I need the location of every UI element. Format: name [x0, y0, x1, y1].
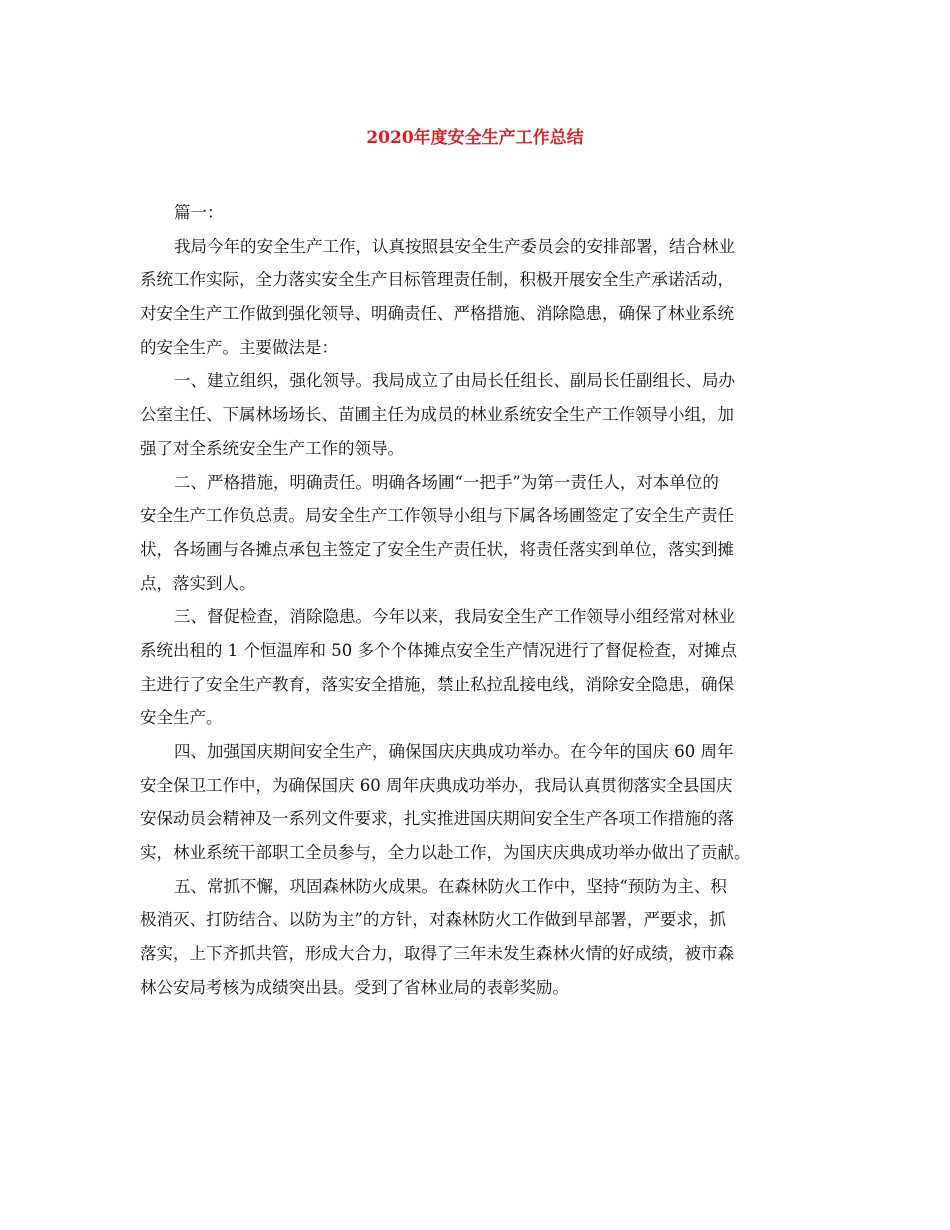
text-line: 三、督促检查，消除隐患。今年以来，我局安全生产工作领导小组经常对林业 — [174, 607, 735, 627]
text-line: 实，林业系统干部职工全员参与，全力以赴工作，为国庆庆典成功举办做出了贡献。 — [140, 843, 751, 863]
document-title: 2020年度安全生产工作总结 — [366, 128, 584, 148]
text-line: 对安全生产工作做到强化领导、明确责任、严格措施、消除隐患，确保了林业系统 — [140, 304, 734, 324]
text-line: 点，落实到人。 — [140, 573, 256, 593]
text-line: 我局今年的安全生产工作，认真按照县安全生产委员会的安排部署，结合林业 — [174, 236, 735, 256]
text-line: 系统出租的 1 个恒温库和 50 多个个体摊点安全生产情况进行了督促检查，对摊点 — [140, 640, 737, 660]
text-line: 一、建立组织，强化领导。我局成立了由局长任组长、副局长任副组长、局办 — [174, 371, 735, 391]
text-line: 极消灭、打防结合、以防为主”的方针，对森林防火工作做到早部署，严要求，抓 — [140, 910, 726, 930]
text-line: 强了对全系统安全生产工作的领导。 — [140, 438, 404, 458]
text-line: 二、严格措施，明确责任。明确各场圃“一把手”为第一责任人，对本单位的 — [174, 472, 719, 492]
document-body — [140, 196, 812, 1005]
text-line: 安保动员会精神及一系列文件要求，扎实推进国庆期间安全生产各项工作措施的落 — [140, 809, 734, 829]
text-line: 系统工作实际，全力落实安全生产目标管理责任制，积极开展安全生产承诺活动， — [140, 270, 734, 290]
text-line: 安全保卫工作中，为确保国庆 60 周年庆典成功举办，我局认真贯彻落实全县国庆 — [140, 775, 733, 795]
text-line: 主进行了安全生产教育，落实安全措施，禁止私拉乱接电线，消除安全隐患，确保 — [140, 674, 734, 694]
text-line: 安全生产工作负总责。局安全生产工作领导小组与下属各场圃签定了安全生产责任 — [140, 506, 734, 526]
text-line: 安全生产。 — [140, 708, 223, 728]
text-line: 状，各场圃与各摊点承包主签定了安全生产责任状，将责任落实到单位，落实到摊 — [140, 539, 734, 559]
text-line: 篇一： — [174, 203, 224, 222]
text-line: 公室主任、下属林场场长、苗圃主任为成员的林业系统安全生产工作领导小组，加 — [140, 405, 734, 425]
text-line: 五、常抓不懈，巩固森林防火成果。在森林防火工作中，坚持“预防为主、积 — [174, 876, 727, 896]
text-line: 的安全生产。主要做法是： — [140, 337, 338, 357]
text-line: 林公安局考核为成绩突出县。受到了省林业局的表彰奖励。 — [140, 977, 569, 997]
text-line: 四、加强国庆期间安全生产，确保国庆庆典成功举办。在今年的国庆 60 周年 — [174, 742, 734, 761]
text-line: 落实，上下齐抓共管，形成大合力，取得了三年未发生森林火情的好成绩，被市森 — [140, 944, 734, 964]
